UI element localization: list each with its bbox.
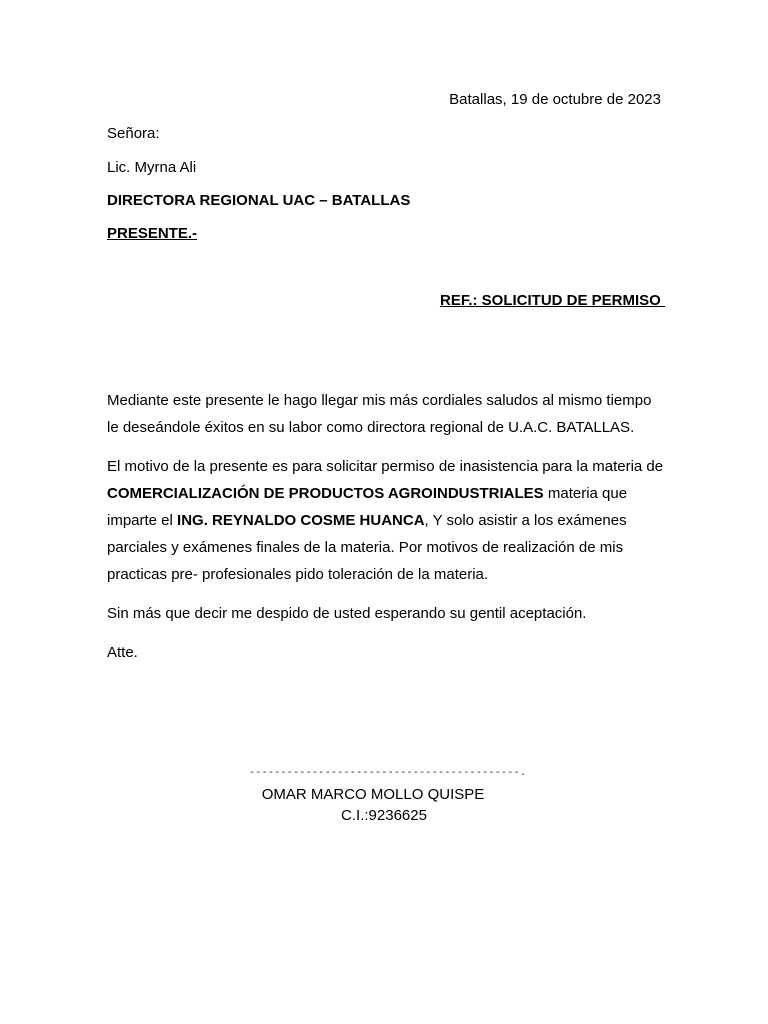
reference-line: REF.: SOLICITUD DE PERMISO xyxy=(439,292,665,309)
subject-name: COMERCIALIZACIÓN DE PRODUCTOS AGROINDUSTRIALES xyxy=(107,485,544,502)
paragraph-request xyxy=(107,453,667,588)
presente-label: PRESENTE.- xyxy=(107,225,198,242)
recipient-title: DIRECTORA REGIONAL UAC – BATALLAS xyxy=(107,192,411,209)
request-text-1: El motivo de la presente es para solicitar permiso de inasistencia para la materia de xyxy=(107,458,664,475)
signer-ci: C.I.:9236625 xyxy=(341,807,427,824)
request-text-2: materia que imparte el xyxy=(107,485,628,529)
closing: Atte. xyxy=(107,644,138,661)
teacher-name: ING. REYNALDO COSME HUANCA xyxy=(177,512,425,529)
salutation: Señora: xyxy=(107,125,160,142)
paragraph-farewell: Sin más que decir me despido de usted esperando su gentil aceptación. xyxy=(107,605,587,622)
place-date: Batallas, 19 de octubre de 2023 xyxy=(449,91,661,108)
signature-line: -------------------------------------------. xyxy=(249,768,527,779)
letter-body xyxy=(107,387,667,678)
request-text-3: , Y solo asistir a los exámenes parciales y exámenes finales de la materia. Por motivos de realización de mis practicas pre- profesionales pido toleración de la materia. xyxy=(107,512,627,583)
paragraph-greeting: Mediante este presente le hago llegar mis más cordiales saludos al mismo tiempo le deseándole éxitos en su labor como directora regional de U.A.C. BATALLAS. xyxy=(107,392,652,436)
recipient-name: Lic. Myrna Ali xyxy=(107,159,197,176)
signer-name: OMAR MARCO MOLLO QUISPE xyxy=(261,786,485,803)
